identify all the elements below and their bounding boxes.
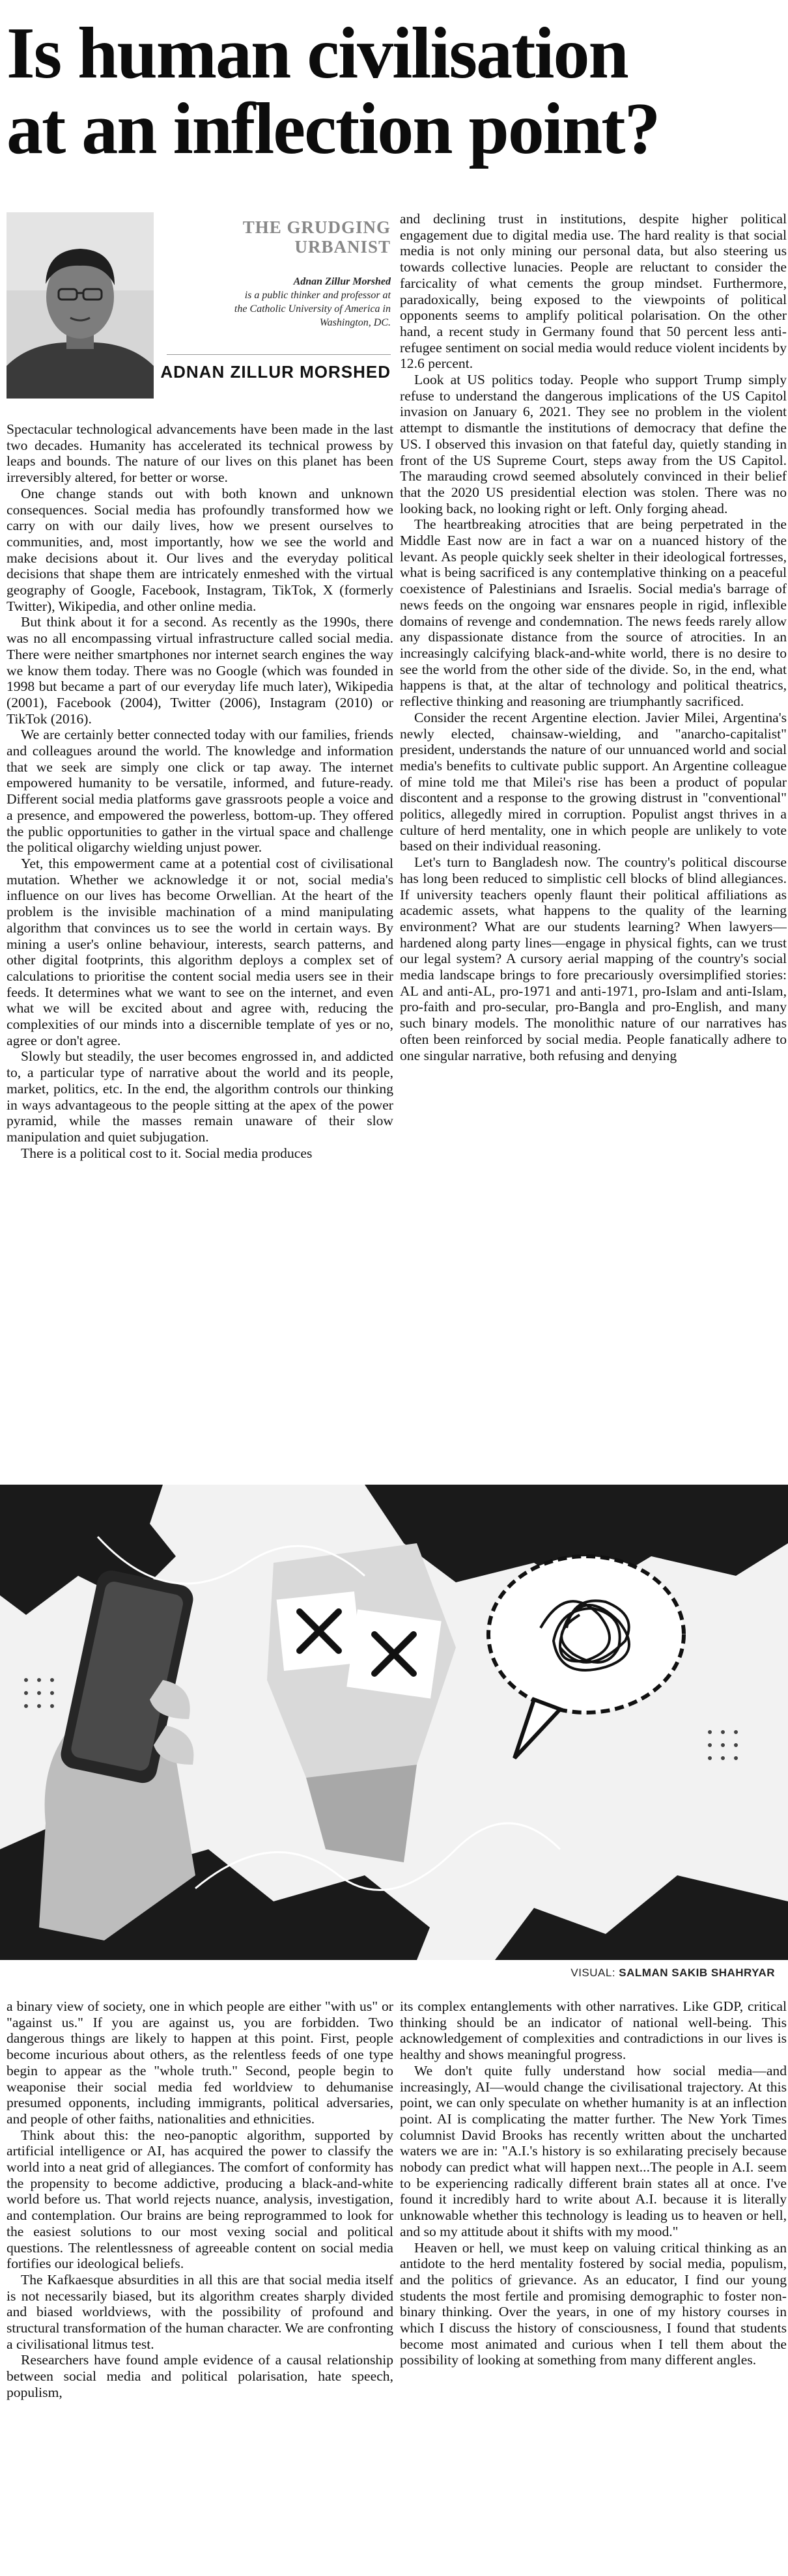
paragraph: Look at US politics today. People who support Trump simply refuse to understand the dangerous implications of the US Capitol invasion on January 6, 2021. They see no problem in the violent attempt to dismantle the institutions of democracy that define the US. I observed this invasion on that fateful day, quietly standing in front of the US Supreme Court, steps away from the US Capitol. The marauding crowd seemed absolutely convinced in their belief that the 2020 US presidential election was stolen. There was no looking back, no looking right or left. Only forging ahead. <box>400 372 787 516</box>
paragraph: Spectacular technological advancements have been made in the last two decades. Humanity has accelerated its technical prowess by leaps and bounds. The nature of our lives on this planet has been irreversibly altered, for better or worse. <box>7 421 393 486</box>
byline-box <box>7 207 391 415</box>
paragraph: Let's turn to Bangladesh now. The country's political discourse has long been reduced to simplistic cell blocks of blind allegiances. If university teachers openly flaunt their political affiliations as academic assets, what happens to the quality of the learning environment? What are our students learning? When lawyers—hardened along party lines—engage in physical fights, can we trust our legal system? A cursory aerial mapping of the country's social media landscape brings to fore precariously oversimplified stories: AL and anti-AL, pro-1971 and anti-1971, pro-Islam and anti-Islam, pro-faith and pro-secular, pro-Bangla and pro-English, and many such binary models. The monolithic nature of our narratives has often been reinforced by social media. People fanatically adhere to one singular narrative, both refusing and denying <box>400 854 787 1063</box>
paragraph: Researchers have found ample evidence of a causal relationship between social media and political polarisation, hate speech, populism, <box>7 2352 393 2400</box>
bio-line-1: is a public thinker and professor at <box>244 290 391 301</box>
paragraph: Consider the recent Argentine election. Javier Milei, Argentina's newly elected, chainsaw-wielding, and "anarcho-capitalist" president, understands the nature of our unnuanced world and social media's benefits to cultivate public support. An Argentine colleague of mine told me that Milei's rise has been a product of popular discontent and a response to the growing distrust in "conventional" politics, allegedly mired in corruption. Populist angst thrives in a culture of herd mentality, one in which people are unlikely to vote based on their individual reasoning. <box>400 709 787 854</box>
paragraph: The heartbreaking atrocities that are being perpetrated in the Middle East now are in fact a war on a nuanced history of the levant. As people quickly seek shelter in their ideological fortresses, what is being sacrificed is any contemplative thinking on a peaceful coexistence of Palestinians and Israelis. Social media's barrage of news feeds on the ongoing war ensnares people in rigid, inflexible domains of revenge and condemnation. The news feeds rarely allow any dispassionate distance from the source of atrocities. In an increasingly calcifying black-and-white world, there is no desire to see the world from the other side of the divide. So, in the end, what happens is that, at the altar of technology and political theatrics, reflective thinking and reasoning are triumphantly sacrificed. <box>400 516 787 710</box>
illustration-artwork <box>0 1485 788 1960</box>
author-bio <box>176 275 391 329</box>
paragraph: Yet, this empowerment came at a potential cost of civilisational mutation. Whether we acknowledge it or not, social media's influence on our lives has become Orwellian. At the heart of the problem is the invisible machination of a mind manipulating algorithm that convinces us to see the world in certain ways. By mining a user's online behaviour, interests, search patterns, and other digital footprints, this algorithm deploys a complex set of calculations to prioritise the content social media users see in their feeds. It determines what we want to see on the internet, and even what we will be excited about and agree with, reducing the complexities of our minds into a discernible template of yes or no, agree or don't agree. <box>7 855 393 1048</box>
bio-name: Adnan Zillur Morshed <box>293 276 391 287</box>
column-name-line-1: THE GRUDGING <box>242 217 391 237</box>
headline-line-2: at an inflection point? <box>7 89 660 169</box>
paragraph: its complex entanglements with other narratives. Like GDP, critical thinking should be an indicator of national well-being. This acknowledgement of complexities and contradictions in our lives is healthy and shows meaningful progress. <box>400 1998 787 2063</box>
article-column-1 <box>7 421 393 1481</box>
paragraph: a binary view of society, one in which people are either "with us" or "against us." If you are against us, you are forbidden. Two dangerous things are likely to happen at this point. First, people become incurious about others, as the relentless feeds of one type begin to appear as the "whole truth." Second, people begin to weaponise their social media fed worldview to dehumanise presumed opponents, including immigrants, political adversaries, and people of other faiths, nationalities and ethnicities. <box>7 1998 393 2127</box>
bio-line-2: the Catholic University of America in <box>234 303 391 315</box>
illustration <box>0 1485 788 1960</box>
paragraph: and declining trust in institutions, despite higher political engagement due to digital media use. The hard reality is that social media is not only mining our personal data, but also steering us towards collective lunacies. People are reluctant to consider the farcicality of what cements the group mindset. Furthermore, paradoxically, being exposed to the viewpoints of political opponents seems to amplify political polarisation. On the other hand, a recent study in Germany found that 50 percent less anti-refugee sentiment on social media would reduce violent incidents by 12.6 percent. <box>400 211 787 372</box>
column-name <box>243 217 391 257</box>
author-portrait-image <box>7 212 154 399</box>
paragraph: Heaven or hell, we must keep on valuing critical thinking as an antidote to the herd mentality fostered by social media, populism, and the politics of grievance. As an educator, I find our young students the most fertile and promising demographic to foster non-binary thinking. Over the years, in one of my history courses in which I discuss the history of consciousness, I found that students become most animated and curious when I tell them about the possibility of looking at something from many different angles. <box>400 2239 787 2368</box>
illustration-credit <box>570 1967 775 1980</box>
credit-label: VISUAL: <box>570 1967 616 1979</box>
paragraph: But think about it for a second. As recently as the 1990s, there was no all encompassing virtual infrastructure called social media. There were neither smartphones nor internet search engines the way we know them today. There was no Google (which was founded in 1998 but became a part of our everyday life much later), Wikipedia (2001), Facebook (2004), Twitter (2006), Instagram (2010) or TikTok (2016). <box>7 614 393 727</box>
headline <box>7 13 781 169</box>
paragraph: There is a political cost to it. Social media produces <box>21 1145 313 1161</box>
byline-divider <box>167 354 391 355</box>
article-column-2 <box>400 211 787 1481</box>
headline-line-1: Is human civilisation <box>7 13 628 94</box>
paragraph: Think about this: the neo-panoptic algorithm, supported by artificial intelligence or AI, has acquired the power to classify the world into a neat grid of allegiances. The comfort of conformity has the propensity to become addictive, producing a black-and-white world before us. That world rejects nuance, analysis, investigation, and contemplation. Our brains are being reprogrammed to look for the easiest solutions to our most vexing social and political questions. The relentlessness of agreeable content on social media fortifies our ideological beliefs. <box>7 2127 393 2272</box>
credit-name: SALMAN SAKIB SHAHRYAR <box>619 1967 775 1979</box>
bio-line-3: Washington, DC. <box>319 317 391 328</box>
article-column-3 <box>7 1998 393 2571</box>
paragraph: We are certainly better connected today with our families, friends and colleagues around the world. The knowledge and information that we seek are simply one click or tap away. The internet empowered humanity to be versatile, informed, and future-ready. Different social media platforms gave grassroots people a voice and a presence, and empowered the powerless, bottom-up. They offered the public opportunities to gather in the virtual space and challenge the political oligarchy wielding unjust power. <box>7 727 393 856</box>
author-name: ADNAN ZILLUR MORSHED <box>160 362 391 382</box>
column-name-line-2: URBANIST <box>294 237 391 257</box>
paragraph: Slowly but steadily, the user becomes engrossed in, and addicted to, a particular type of narrative about the world and its people, market, politics, etc. In the end, the algorithm controls our thinking in ways advantageous to the people sitting at the apex of the power pyramid, while the masses remain unaware of their slow manipulation and quiet subjugation. <box>7 1048 393 1145</box>
paragraph: The Kafkaesque absurdities in all this are that social media itself is not necessarily biased, but its algorithm creates sharply divided and biased worldviews, with the possibility of profound and structural transformation of the human character. We are confronting a civilisational litmus test. <box>7 2271 393 2352</box>
article-column-4 <box>400 1998 787 2571</box>
paragraph: We don't quite fully understand how social media—and increasingly, AI—would change the civilisational trajectory. At this point, we can only speculate on whether humanity is at an inflection point. AI is complicating the matter further. The New York Times columnist David Brooks has recently written about the uncharted waters we are in: "A.I.'s history is so exhilarating precisely because nobody can predict what will happen next...The people in A.I. seem to be experiencing radically different brain states all at once. I've found it incredibly hard to write about A.I. because it is literally unknowable whether this technology is leading us to heaven or hell, and so my attitude about it shifts with my mood." <box>400 2062 787 2239</box>
paragraph: One change stands out with both known and unknown consequences. Social media has profoundly transformed how we carry on with our daily lives, how we present ourselves to communities, and, most importantly, how we see the world and make decisions about it. Our lives and the everyday political decisions that shape them are intricately enmeshed with the virtual geography of Google, Facebook, Instagram, TikTok, X (formerly Twitter), Wikipedia, and other online media. <box>7 485 393 614</box>
author-photo <box>7 212 154 399</box>
